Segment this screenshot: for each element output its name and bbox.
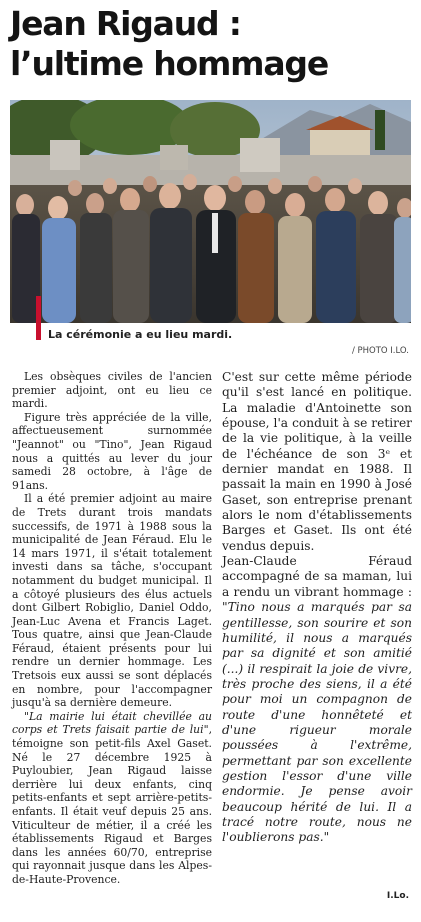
- headline-line-1: Jean Rigaud :: [10, 4, 241, 43]
- article-column-left: [12, 370, 212, 887]
- paragraph-family: [12, 710, 212, 887]
- caption-accent-bar: [36, 296, 41, 340]
- paragraph-career: Il a été premier adjoint au maire de Trets durant trois mandats successifs, de 1971 à 1988 sous la municipalité de Jean Féraud. Elu le 14 mars 1971, il s'était totalement investi dans sa tâche, s'occupant notamment du budget municipal. Il a côtoyé plusieurs des élus actuels dont Gilbert Robiglio, Daniel Oddo, Jean-Luc Avena et Francis Laget. Tous quatre, ainsi que Jean-Claude Féraud, étaient présents pour lui rendre un dernier hommage. Les Tretsois eux aussi se sont déplacés en nombre, pour l'accompagner jusqu'à sa dernière demeure.: [12, 492, 212, 710]
- photo-credit: / PHOTO I.LO.: [351, 346, 409, 356]
- paragraph-tribute: [222, 554, 412, 846]
- paragraph-figure: Figure très appréciée de la ville, affectueusement surnommée "Jeannot" ou "Tino", Jean Rigaud nous a quittés au lever du jour samedi 28 octobre, à l'âge de 91ans.: [12, 410, 212, 492]
- photo-caption: [10, 323, 411, 345]
- tribute-quote: "Tino nous a marqués par sa gentillesse, son sourire et son humilité, il nous a marqués par sa dignité et son amitié (...) il respirait la joie de vivre, très proche des siens, il a été pour moi un compagnon de route d'une honnêteté et d'une rigueur morale poussées à l'extrême, permettant par son excellente gestion l'essor d'une ville endormie. Je pense avoir beaucoup hérité de lui. Il a tracé notre route, nous ne l'oublierons pas.": [222, 600, 412, 845]
- article-headline: [10, 4, 415, 84]
- author-signature: I.Lo.: [386, 891, 409, 901]
- headline-line-2: l’ultime hommage: [10, 44, 329, 83]
- paragraph-intro: Les obsèques civiles de l'ancien premier adjoint, ont eu lieu ce mardi.: [12, 370, 212, 411]
- grandson-quote: "La mairie lui était chevillée au corps et Trets faisait partie de lui": [12, 709, 212, 737]
- caption-text: La cérémonie a eu lieu mardi.: [48, 328, 233, 341]
- ceremony-photo: [10, 100, 411, 323]
- tribute-intro: Jean-Claude Féraud accompagné de sa maman, lui a rendu un vibrant hommage :: [222, 554, 412, 599]
- family-text: , témoigne son petit-fils Axel Gaset. Né le 27 décembre 1925 à Puyloubier, Jean Rigaud laisse derrière lui deux enfants, cinq petits-enfants et sept arrière-petits-enfants. Il était veuf depuis 25 ans. Viticulteur de métier, il a créé les établissements Rigaud et Barges dans les années 60/70, entreprise qui rayonnait jusque dans les Alpes-de-Haute-Provence.: [12, 723, 212, 886]
- paragraph-politics: C'est sur cette même période qu'il s'est lancé en politique. La maladie d'Antoinette son épouse, l'a conduit à se retirer de la vie politique, à la veille de l'échéance de son 3ᵉ et dernier mandat en 1988. Il passait la main en 1990 à José Gaset, son entreprise prenant alors le nom d'établissements Barges et Gaset. Ils ont été vendus depuis.: [222, 370, 412, 553]
- article-column-right: [222, 370, 412, 846]
